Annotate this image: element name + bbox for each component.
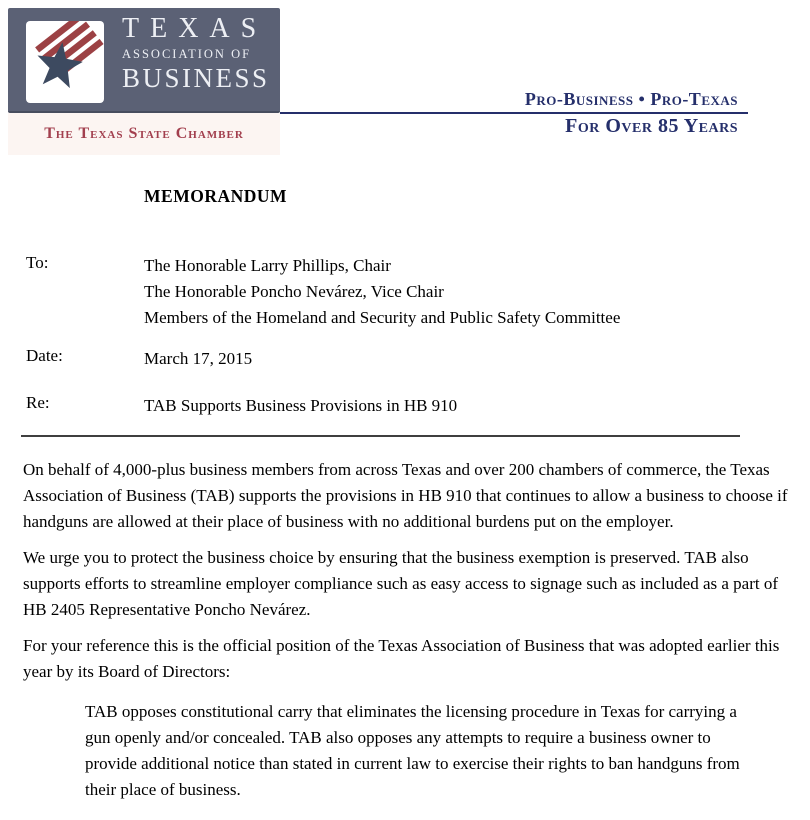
position-quote: TAB opposes constitutional carry that eliminates the licensing procedure in Texas for carrying a gun openly and/or concealed. TAB also opposes any attempts to require a business owner to provide additional notice than stated in current law to exercise their rights to ban handguns from their place of business. <box>85 702 740 799</box>
paragraph-1: On behalf of 4,000-plus business members from across Texas and over 200 chambers of commerce, the Texas Association of Business (TAB) supports the provisions in HB 910 that continues to allow a business to choose if handguns are allowed at their place of business with no additional burdens put on the employer. <box>23 460 788 531</box>
memo-body <box>23 457 800 803</box>
to-line-1: The Honorable Larry Phillips, Chair <box>144 256 391 275</box>
re-label: Re: <box>26 393 50 412</box>
date-label: Date: <box>26 346 63 365</box>
chamber-strip <box>8 113 280 155</box>
paragraph-2: We urge you to protect the business choice by ensuring that the business exemption is preserved. TAB also supports efforts to streamline employer compliance such as easy access to signage such as included as a part of HB 2405 Representative Poncho Nevárez. <box>23 548 779 619</box>
slogan-pro-business: Pro-Business • Pro-Texas <box>524 89 738 109</box>
paragraph-3: For your reference this is the official position of the Texas Association of Business that was adopted earlier this year by its Board of Directors: <box>23 636 780 681</box>
memorandum-heading: MEMORANDUM <box>144 186 288 206</box>
re-value: TAB Supports Business Provisions in HB 910 <box>144 396 458 415</box>
logo-line-texas: TEXAS <box>122 13 268 44</box>
logo-line-association: ASSOCIATION OF <box>122 47 252 61</box>
tab-logo <box>8 8 280 113</box>
star-stripes-icon <box>26 21 104 103</box>
to-value <box>144 253 620 331</box>
to-line-2: The Honorable Poncho Nevárez, Vice Chair <box>144 282 444 301</box>
memo-divider <box>21 435 740 437</box>
to-line-3: Members of the Homeland and Security and Public Safety Committee <box>144 308 621 327</box>
to-label: To: <box>26 253 49 272</box>
logo-wordmark <box>122 14 270 93</box>
masthead-slogans <box>525 88 738 138</box>
slogan-85-years: For Over 85 Years <box>565 115 738 137</box>
chamber-tagline: The Texas State Chamber <box>44 125 244 142</box>
date-value: March 17, 2015 <box>144 349 253 368</box>
logo-line-business: BUSINESS <box>122 63 270 93</box>
